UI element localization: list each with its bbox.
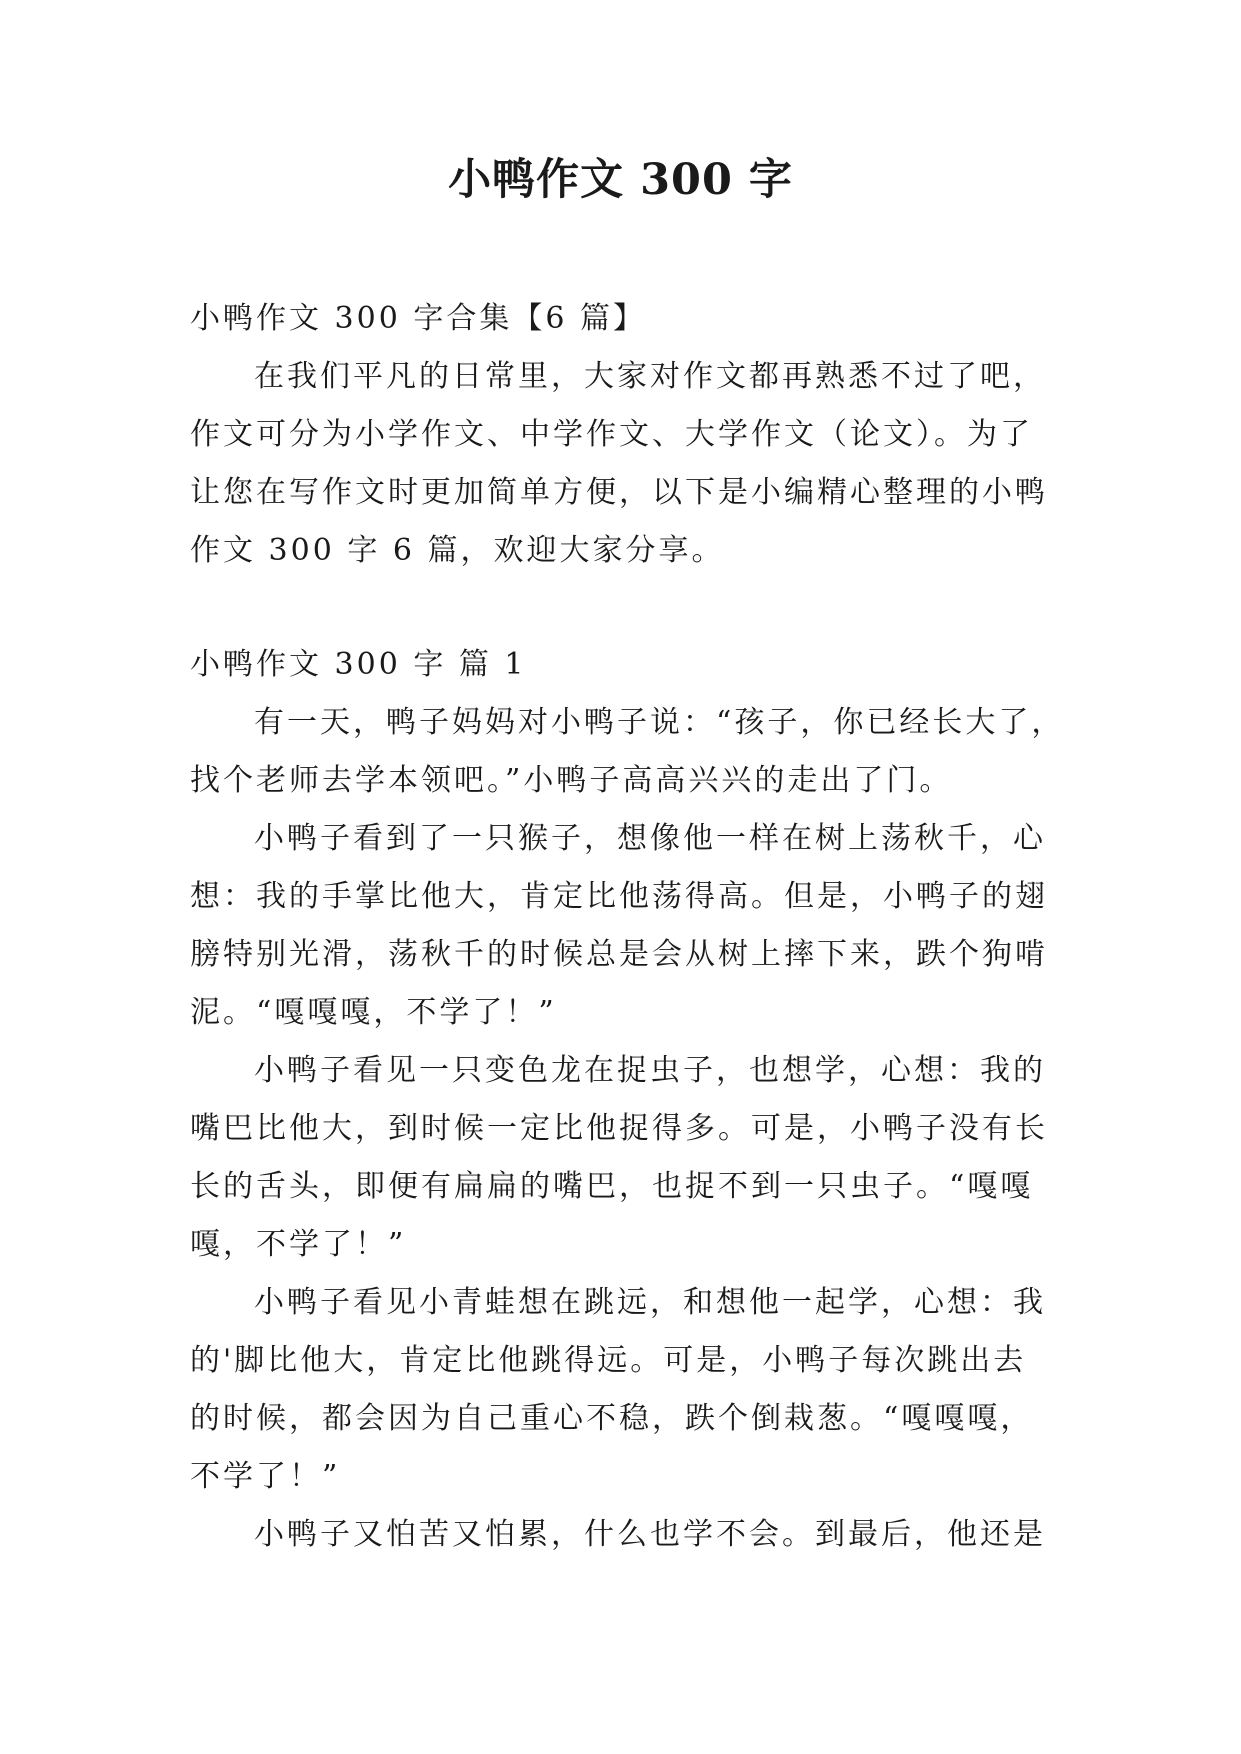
- story-paragraph: [190, 810, 1070, 1042]
- paragraph-line: 小鸭子又怕苦又怕累，什么也学不会。到最后，他还是: [254, 1517, 1046, 1552]
- story-paragraph: [190, 1042, 1070, 1274]
- story-paragraph: [190, 1274, 1070, 1506]
- paragraph-line: 长的舌头，即便有扁扁的嘴巴，也捉不到一只虫子。“嘎嘎: [190, 1169, 1034, 1204]
- paragraph-line: 在我们平凡的日常里，大家对作文都再熟悉不过了吧，: [254, 359, 1046, 394]
- section-heading: 小鸭作文 300 字 篇 1: [190, 647, 527, 682]
- paragraph-line: 的时候，都会因为自己重心不稳，跌个倒栽葱。“嘎嘎嘎，: [190, 1401, 1034, 1436]
- paragraph-line: 小鸭子看见小青蛙想在跳远，和想他一起学，心想：我: [254, 1285, 1046, 1320]
- intro-paragraph: [190, 348, 1070, 580]
- paragraph-line: 小鸭子看见一只变色龙在捉虫子，也想学，心想：我的: [254, 1053, 1046, 1088]
- story-paragraph: [190, 1506, 1070, 1564]
- paragraph-line: 作文 300 字 6 篇，欢迎大家分享。: [190, 533, 725, 568]
- page-title: 小鸭作文 300 字: [448, 155, 793, 205]
- paragraph-line: 找个老师去学本领吧。”小鸭子高高兴兴的走出了门。: [190, 763, 953, 798]
- paragraph-line: 嘴巴比他大，到时候一定比他捉得多。可是，小鸭子没有长: [190, 1111, 1048, 1146]
- paragraph-line: 让您在写作文时更加简单方便，以下是小编精心整理的小鸭: [190, 475, 1048, 510]
- paragraph-line: 小鸭子看到了一只猴子，想像他一样在树上荡秋千，心: [254, 821, 1046, 856]
- document-body: [190, 290, 1070, 1564]
- paragraph-line: 泥。“嘎嘎嘎，不学了！”: [190, 995, 557, 1030]
- paragraph-line: 想：我的手掌比他大，肯定比他荡得高。但是，小鸭子的翅: [190, 879, 1048, 914]
- paragraph-line: 不学了！”: [190, 1459, 341, 1494]
- paragraph-line: 嘎，不学了！”: [190, 1227, 407, 1262]
- paragraph-line: 作文可分为小学作文、中学作文、大学作文（论文）。为了: [190, 417, 1033, 452]
- intro-heading: 小鸭作文 300 字合集【6 篇】: [190, 301, 646, 336]
- paragraph-line: 膀特别光滑，荡秋千的时候总是会从树上摔下来，跌个狗啃: [190, 937, 1048, 972]
- paragraph-line: 有一天，鸭子妈妈对小鸭子说：“孩子，你已经长大了，: [254, 705, 1065, 740]
- paragraph-line: 的'脚比他大，肯定比他跳得远。可是，小鸭子每次跳出去: [190, 1343, 1027, 1378]
- story-paragraph: [190, 694, 1070, 810]
